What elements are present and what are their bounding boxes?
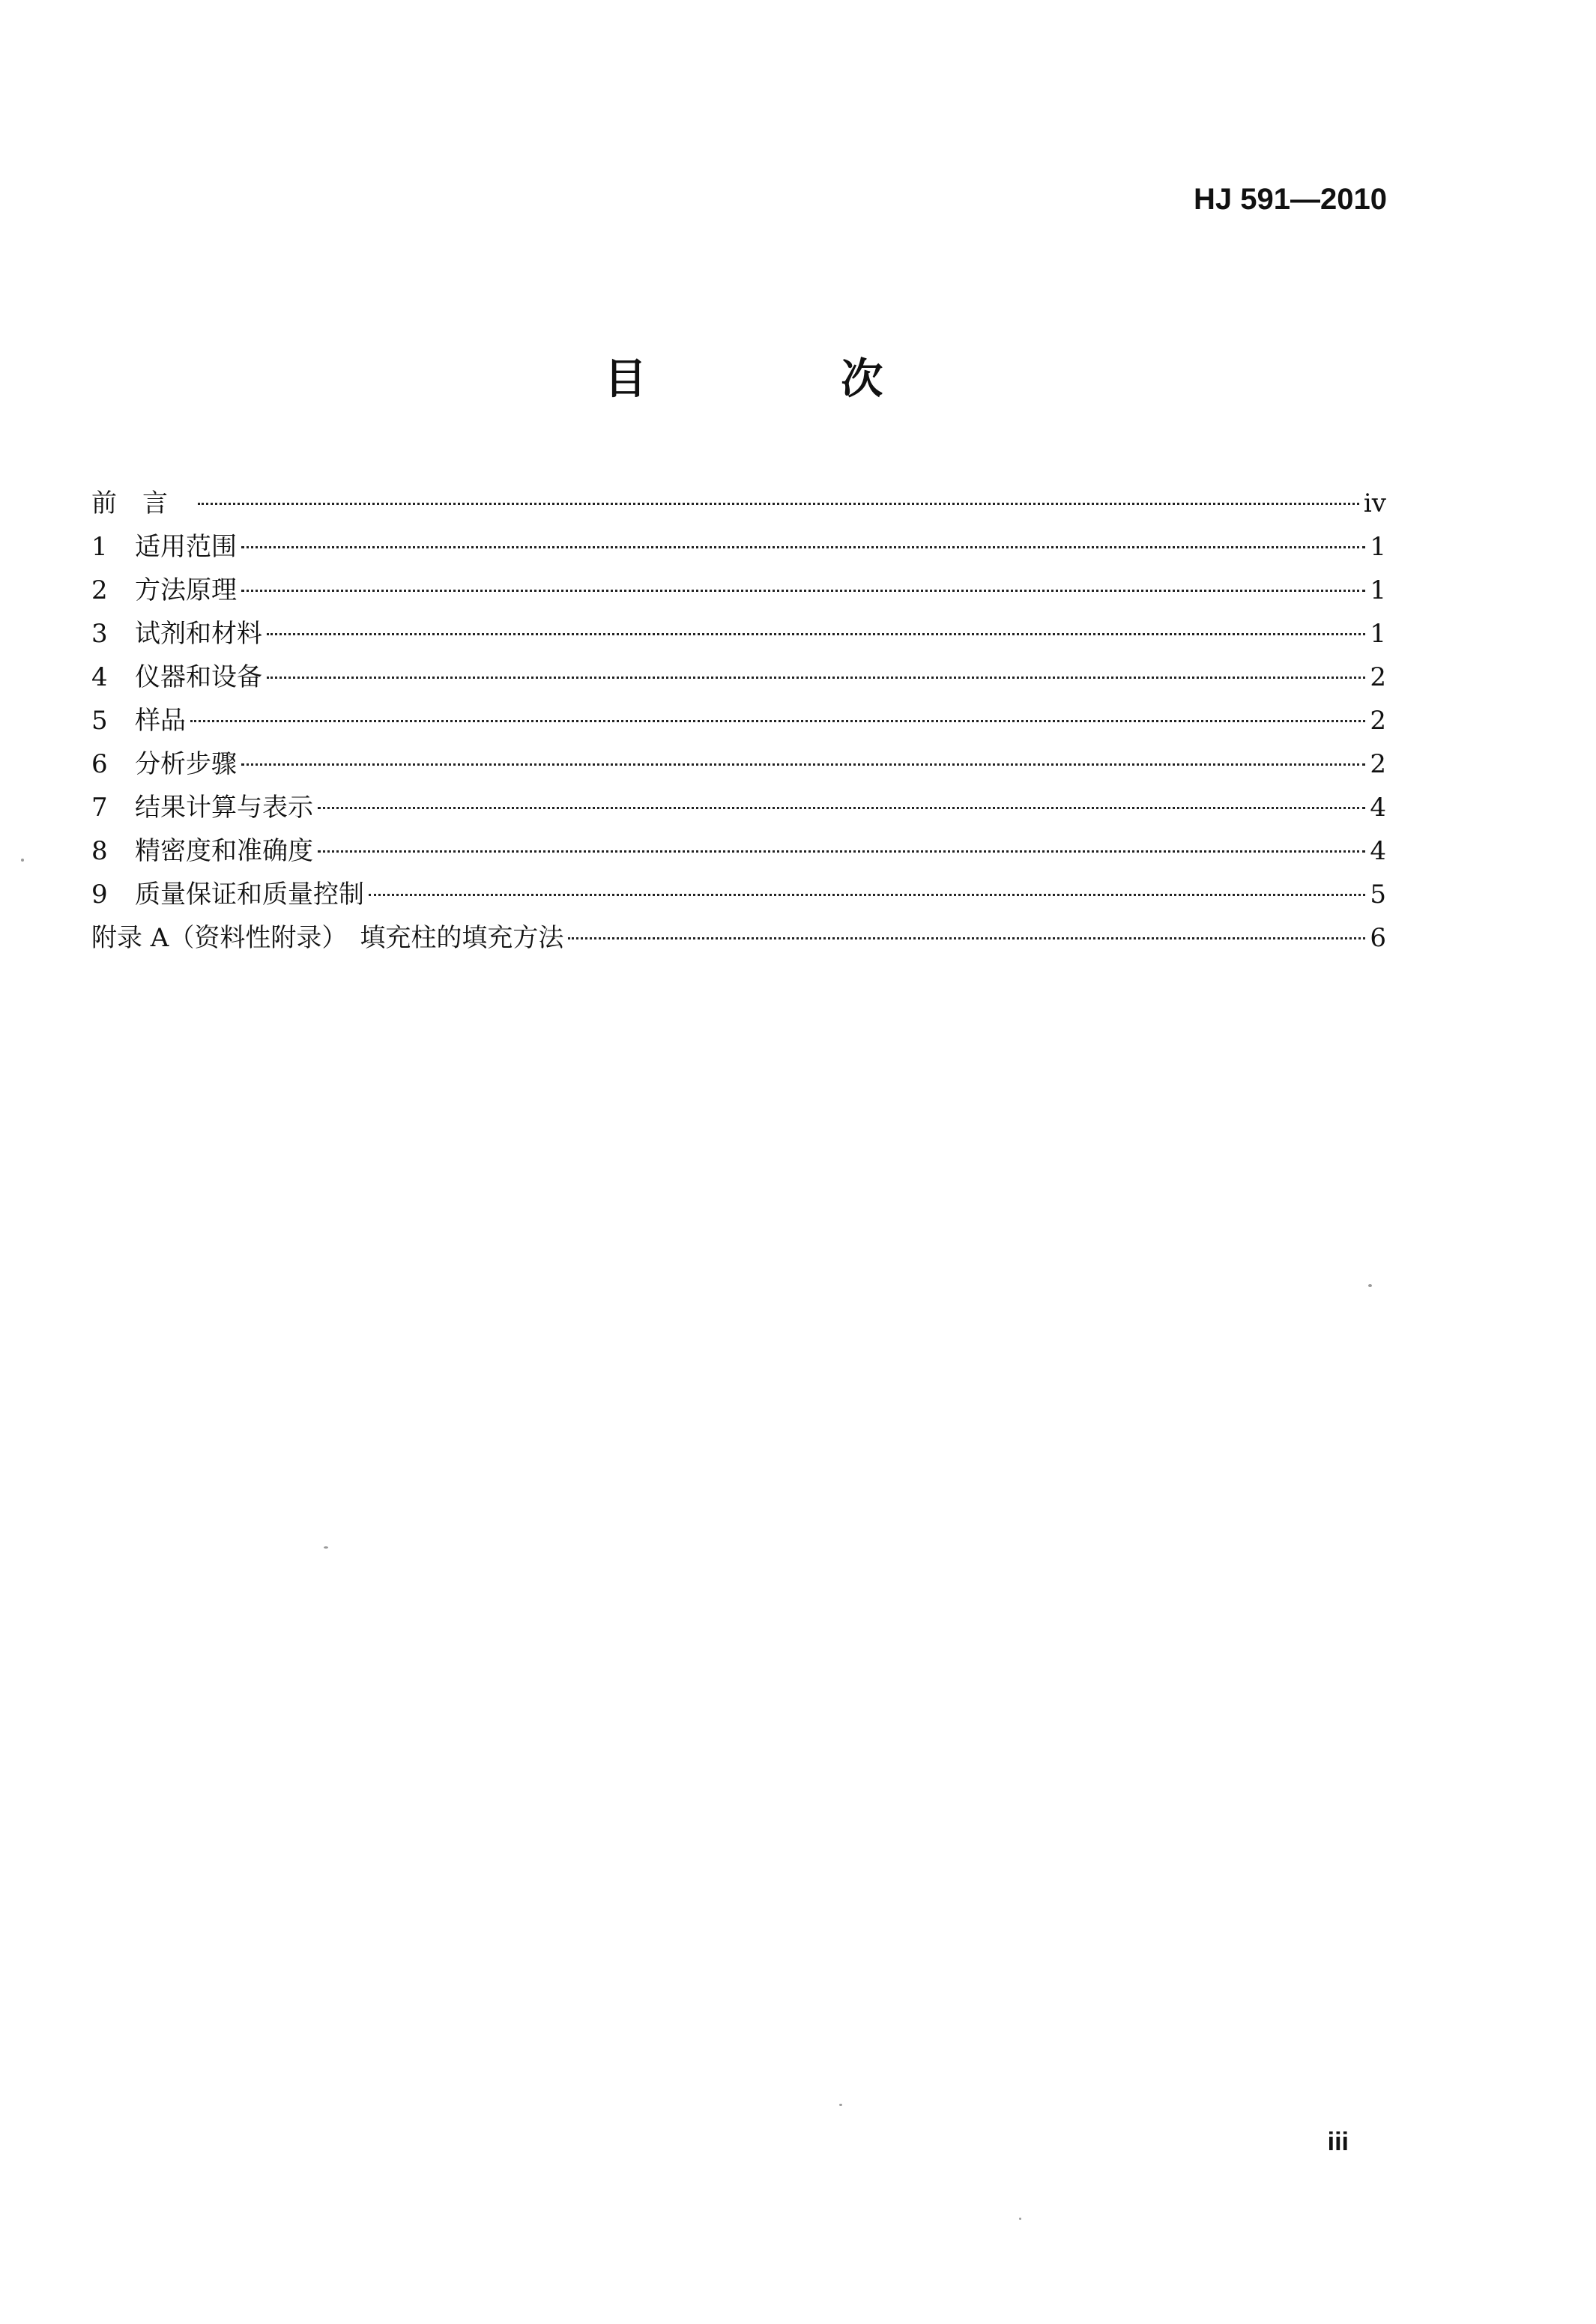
toc-entry-page: 2 bbox=[1370, 706, 1386, 736]
toc-entry-label: 质量保证和质量控制 bbox=[135, 880, 364, 910]
toc-entry-page: 5 bbox=[1370, 880, 1386, 910]
toc-title: 目 次 bbox=[604, 355, 973, 404]
toc-entry-1[interactable] bbox=[91, 525, 1386, 569]
dot-leader bbox=[318, 850, 1365, 853]
toc-entry-page: 2 bbox=[1370, 662, 1386, 692]
toc-entry-4[interactable] bbox=[91, 656, 1386, 699]
toc-entry-number: 9 bbox=[91, 880, 108, 910]
toc-entry-number: 6 bbox=[91, 749, 108, 779]
toc-entry-page: 6 bbox=[1370, 923, 1386, 953]
toc-entry-foreword[interactable] bbox=[91, 482, 1386, 525]
dot-leader bbox=[267, 633, 1365, 635]
scan-speck bbox=[21, 859, 24, 862]
dot-leader bbox=[318, 807, 1365, 809]
toc-entry-page: iv bbox=[1363, 488, 1386, 518]
toc-entry-number: 8 bbox=[91, 836, 108, 866]
toc-list bbox=[91, 482, 1386, 960]
toc-entry-2[interactable] bbox=[91, 569, 1386, 612]
toc-entry-page: 4 bbox=[1370, 836, 1386, 866]
standard-number: HJ 591—2010 bbox=[1194, 183, 1387, 216]
toc-entry-label: 分析步骤 bbox=[135, 749, 237, 779]
toc-entry-number: 2 bbox=[91, 575, 108, 605]
scan-speck bbox=[839, 2104, 842, 2106]
dot-leader bbox=[369, 894, 1365, 896]
toc-entry-5[interactable] bbox=[91, 699, 1386, 742]
toc-entry-label: 精密度和准确度 bbox=[135, 836, 313, 866]
dot-leader bbox=[241, 546, 1365, 548]
toc-entry-number: 5 bbox=[91, 706, 108, 736]
toc-entry-8[interactable] bbox=[91, 829, 1386, 873]
toc-entry-9[interactable] bbox=[91, 873, 1386, 916]
dot-leader bbox=[267, 677, 1365, 679]
scan-speck bbox=[324, 1546, 328, 1549]
scan-speck bbox=[1368, 1284, 1372, 1287]
toc-entry-label: 方法原理 bbox=[135, 575, 237, 605]
toc-entry-label: 适用范围 bbox=[135, 532, 237, 562]
toc-entry-label: 仪器和设备 bbox=[135, 662, 262, 692]
toc-entry-number: 4 bbox=[91, 662, 108, 692]
page-number: iii bbox=[1327, 2128, 1349, 2156]
toc-entry-3[interactable] bbox=[91, 612, 1386, 656]
toc-entry-label: 前言 bbox=[91, 488, 193, 518]
toc-entry-page: 1 bbox=[1370, 619, 1386, 649]
dot-leader bbox=[241, 590, 1365, 592]
dot-leader bbox=[198, 503, 1359, 505]
toc-entry-appendix-a[interactable] bbox=[91, 916, 1386, 960]
toc-entry-label: 样品 bbox=[135, 706, 186, 736]
toc-entry-page: 2 bbox=[1370, 749, 1386, 779]
toc-entry-6[interactable] bbox=[91, 742, 1386, 786]
toc-entry-7[interactable] bbox=[91, 786, 1386, 829]
toc-entry-number: 7 bbox=[91, 793, 108, 823]
toc-entry-page: 4 bbox=[1370, 793, 1386, 823]
dot-leader bbox=[241, 763, 1365, 766]
dot-leader bbox=[190, 720, 1365, 722]
toc-entry-number: 1 bbox=[91, 532, 108, 562]
toc-entry-page: 1 bbox=[1370, 575, 1386, 605]
toc-entry-label: 附录 A（资料性附录） 填充柱的填充方法 bbox=[91, 923, 564, 953]
toc-entry-label: 结果计算与表示 bbox=[135, 793, 313, 823]
toc-entry-number: 3 bbox=[91, 619, 108, 649]
scan-speck bbox=[1019, 2218, 1021, 2220]
toc-entry-label: 试剂和材料 bbox=[135, 619, 262, 649]
toc-entry-page: 1 bbox=[1370, 532, 1386, 562]
dot-leader bbox=[568, 937, 1365, 939]
